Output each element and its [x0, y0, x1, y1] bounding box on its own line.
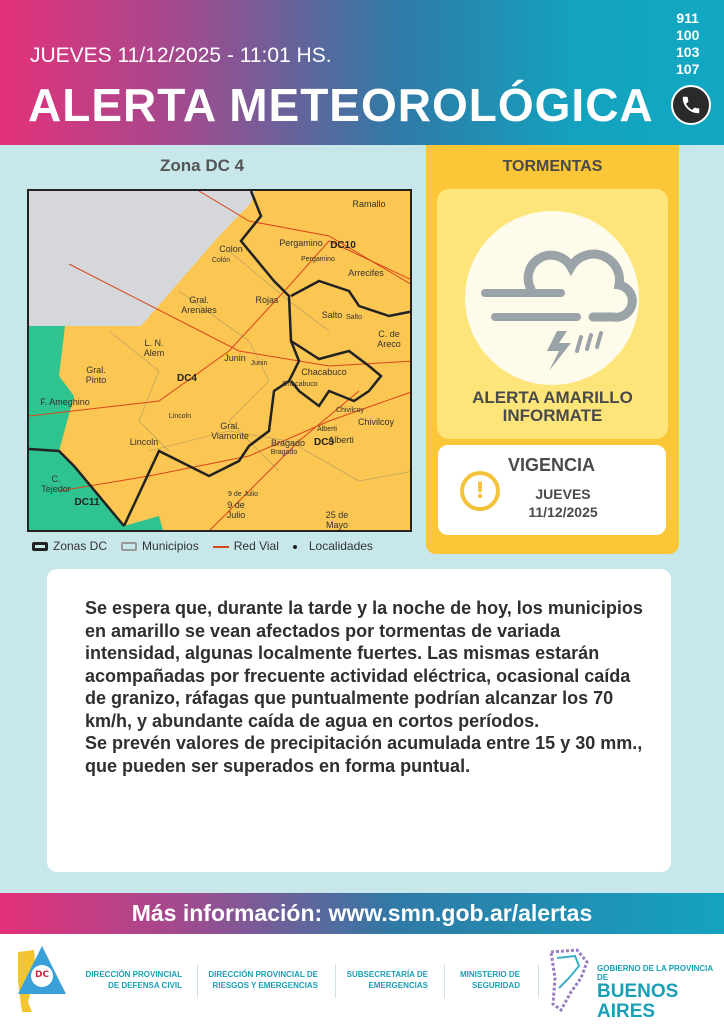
zone-label: DC11 [74, 497, 100, 508]
map-label: Pergamino [279, 238, 323, 248]
vigencia-date [508, 485, 618, 521]
zone-dc11-area [29, 326, 74, 451]
map-label: Chivilcoy [357, 417, 395, 427]
alert-level-line: INFORMATE [502, 406, 603, 425]
vigencia-day: JUEVES [535, 486, 591, 502]
map-label: Gral. Viamonte [211, 421, 249, 441]
map-label: Colon [219, 244, 243, 254]
map-label: Alberti [328, 435, 354, 445]
page-title: ALERTA METEOROLÓGICA [28, 79, 654, 131]
map-label: Bragado [270, 449, 298, 456]
zone-title: Zona DC 4 [160, 156, 245, 175]
map-label: Arrecifes [348, 268, 384, 278]
map-legend [32, 539, 373, 553]
org-line: RIESGOS Y EMERGENCIAS [212, 981, 318, 990]
map-label: C. de Areco [377, 329, 401, 349]
description-text: Se espera que, durante la tarde y la noche de hoy, los municipios en amarillo se vean afectados por tormentas de variada intensidad, algunas localmente fuertes. Las mismas estarán acompañadas por frecuente actividad eléctrica, ocasional caída de granizo, ráfagas que puntualmente podrían alcanzar los 70 km/h, y abundante caída de agua en cortos períodos. [85, 598, 643, 731]
legend-item [32, 539, 107, 553]
buenos-aires-map-logo [547, 948, 591, 1012]
alert-level [437, 389, 668, 425]
alert-date: JUEVES 11/12/2025 - 11:01 HS. [30, 44, 332, 67]
legend-item [213, 539, 279, 553]
gov-line: GOBIERNO DE LA PROVINCIA DE [597, 964, 713, 982]
zone-label: DC4 [176, 373, 198, 384]
alert-panel [426, 145, 679, 554]
phenomenon-title: TORMENTAS [502, 158, 603, 175]
map-label: Gral. Arenales [181, 295, 217, 315]
phone-number: 103 [676, 44, 700, 60]
map-label: C. Tejedor [41, 474, 71, 494]
map-label: 9 de Julio [226, 500, 246, 520]
map-label: 25 de Mayo [325, 510, 349, 530]
legend-item [121, 539, 199, 553]
storm-icon [465, 211, 639, 385]
alert-map [27, 189, 412, 532]
map-label: Junin [250, 360, 268, 367]
vigencia-card [438, 445, 666, 535]
alert-icon-card [437, 189, 668, 439]
phone-number: 107 [676, 61, 700, 77]
map-label: Rojas [255, 295, 279, 305]
map-label: Salto [321, 310, 343, 320]
map-label: Junin [224, 353, 246, 363]
vigencia-day-date: 11/12/2025 [528, 504, 598, 520]
description-text: Se prevén valores de precipitación acumulada entre 15 y 30 mm., que pueden ser superados en forma puntual. [85, 733, 643, 776]
gobierno-logo [597, 964, 724, 1022]
org-line: SEGURIDAD [471, 981, 520, 990]
header [0, 0, 724, 145]
map-label: 9 de Julio [228, 491, 258, 498]
legend-label: Zonas DC [53, 539, 108, 553]
description-box [47, 569, 671, 872]
org-line: EMERGENCIAS [368, 981, 428, 990]
map-label: Alberti [317, 426, 337, 433]
map-label: Pergamino [301, 256, 335, 263]
legend-item [293, 539, 373, 553]
map-label: Ramallo [352, 199, 386, 209]
org-line: DE DEFENSA CIVIL [108, 981, 182, 990]
vigencia-title: VIGENCIA [508, 455, 596, 475]
zone-label: DC10 [330, 240, 356, 251]
org-defensa-civil [78, 969, 182, 991]
org-line: SUBSECRETARÍA DE [346, 970, 428, 979]
org-line: DIRECCIÓN PROVINCIAL [85, 970, 182, 979]
footer [0, 934, 724, 1024]
zone-label: DC3 [313, 437, 335, 448]
map-label: Salto [346, 314, 362, 321]
map-label: F. Ameghino [40, 397, 90, 407]
map-label: Lincoln [168, 413, 192, 420]
org-subsecretaria [338, 969, 428, 991]
legend-label: Red Vial [233, 539, 279, 553]
map-label: Chacabuco [282, 381, 318, 388]
map-label: Gral. Pinto [85, 365, 107, 385]
org-line: DIRECCIÓN PROVINCIAL DE [208, 970, 318, 979]
map-label: Lincoln [129, 437, 159, 447]
emergency-phones [676, 10, 699, 78]
more-info-link[interactable]: Más información: www.smn.gob.ar/alertas [0, 893, 724, 934]
legend-label: Localidades [308, 539, 373, 553]
org-line: MINISTERIO DE [459, 970, 520, 979]
org-riesgos [200, 969, 318, 991]
org-ministerio [447, 969, 520, 991]
phone-number: 100 [676, 27, 700, 43]
phone-number: 911 [676, 10, 699, 26]
map-label: Chacabuco [301, 367, 347, 377]
map-label: Chivilcoy [335, 407, 365, 414]
alert-level-line: ALERTA AMARILLO [472, 388, 633, 407]
phone-icon [671, 85, 711, 125]
map-label: L. N. Alem [143, 338, 165, 358]
legend-label: Municipios [142, 539, 199, 553]
warning-icon: ! [460, 471, 500, 511]
map-label: Bragado [270, 438, 306, 448]
map-label: Colón [211, 257, 231, 264]
logo-dc-text: DC [35, 970, 50, 980]
gov-name: BUENOS AIRES [597, 981, 679, 1022]
